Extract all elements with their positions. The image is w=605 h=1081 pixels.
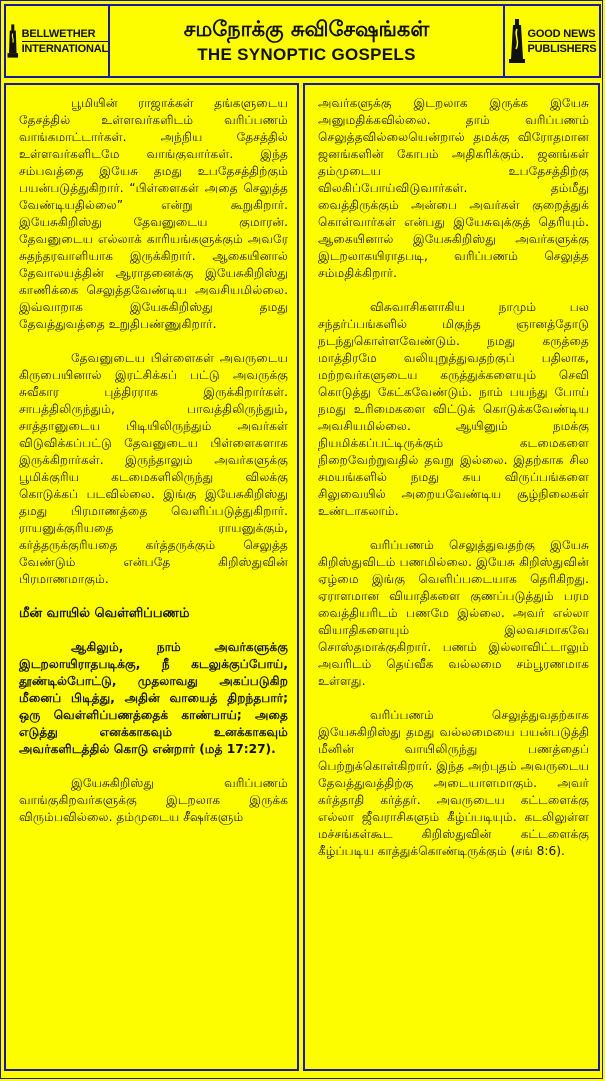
right-column bbox=[303, 83, 600, 1071]
right-paragraph-2: விசுவாசிகளாகிய நாமும் பல சந்தர்ப்பங்களில் மிகுந்த ஞானத்தோடு நடந்துகொள்ளவேண்டும். நமது கருத்தை மாத்திரமே வலியுறுத்துவதற்குப் பதிலாக, மற்றவர்களுடைய கருத்துக்களையும் செவி கொடுத்து கேட்கவேண்டும். நாம் பயந்து போய் நமது உரிமைகளை விட்டுக் கொடுக்கவேண்டிய அவசியமில்லை. ஆயினும் நமக்கு நியமிக்கப்பட்டிருக்கும் கடமைகளை நிறைவேற்றுவதில் தவறு இல்லை. இதற்காக சில சமயங்களில் நமது சுய விருப்பங்களை சிலுவையில் அறையவேண்டிய சூழ்நிலைகள் உண்டாகலாம். bbox=[318, 300, 589, 518]
bellwether-line1: BELLWETHER bbox=[22, 27, 108, 42]
scripture-quote: ஆகிலும், நாம் அவர்களுக்கு இடறலாயிராதபடிக்கு, நீ கடலுக்குப்போய், தூண்டில்போட்டு, முதலாவது அகப்படுகிற மீனைப் பிடித்து, அதின் வாயைத் திறந்தபார்; ஒரு வெள்ளிப்பணத்தைக் காண்பாய்; அதை எடுத்து எனக்காகவும் உனக்காகவும் அவர்களிடத்தில் கொடு என்றார் (மத் 17:27). bbox=[19, 640, 288, 756]
title-box bbox=[110, 6, 503, 76]
good-news-line1: GOOD NEWS bbox=[527, 27, 596, 40]
left-paragraph-1: பூமியின் ராஜாக்கள் தங்களுடைய தேசத்தில் உள்ளவர்களிடம் வரிப்பணம் வாங்கமாட்டார்கள். அந்நிய தேசத்தில் உள்ளவர்களிடமே வாங்குவார்கள். இந்த சம்பவத்தை இயேசு தமது உபதேசத்திற்கும் பயன்படுத்துகிறார். “பிள்ளைகள் அதை செலுத்த வேண்டியதில்லை” என்று கூறுகிறார். இயேசுகிறிஸ்து தேவனுடைய குமாரன். தேவனுடைய எல்லாக் காரியங்களுக்கும் அவரே சுதந்தரவாளியாக இருக்கிறார். ஆகையினால் தேவாலயத்தின் ஆராதனைக்கு இயேசுகிறிஸ்து காணிக்கை செலுத்தவேண்டிய அவசியமில்லை. இவ்வாறாக இயேசுகிறிஸ்து தமது தேவத்துவத்தை உறுதிபண்ணுகிறார். bbox=[19, 96, 288, 331]
good-news-logo-text bbox=[528, 27, 597, 56]
page-title-tamil: சமநோக்கு சுவிசேஷங்கள் bbox=[183, 17, 430, 41]
left-paragraph-2: தேவனுடைய பிள்ளைகள் அவருடைய கிருபையினால் இரட்சிக்கப் பட்டு அவருக்கு சுவீகார புத்திரராக இருக்கிறார்கள். சாபத்திலிருந்தும், பாவத்திலிருந்தும், சாத்தானுடைய பிடியிலிருந்தும் அவர்கள் விடுவிக்கப்பட்டு தேவனுடைய பிள்ளைகளாக இருக்கிறார்கள். இருந்தாலும் அவர்களுக்கு பூமிக்குரிய கடமைகளிலிருந்து விலக்கு கொடுக்கப் படவில்லை. இங்கு இயேசுகிறிஸ்து தமது பிரமாணத்தை வெளிப்படுத்துகிறார். ராயனுக்குரியதை ராயனுக்கும், கர்த்தருக்குரியதை கர்த்தருக்கும் செலுத்த வேண்டும் என்பதே கிறிஸ்துவின் பிரமாணமாகும். bbox=[19, 351, 288, 586]
header bbox=[4, 4, 601, 78]
left-paragraph-3: இயேசுகிறிஸ்து வரிப்பணம் வாங்குகிறவர்களுக்கு இடறலாக இருக்க விரும்பவில்லை. தம்முடைய சீஷர்களும் bbox=[19, 776, 288, 824]
right-paragraph-1: அவர்களுக்கு இடறலாக இருக்க இயேசு அனுமதிக்கவில்லை. தாம் வரிப்பணம் செலுத்தவில்லையென்றால் தமக்கு விரோதமான ஜனங்களின் கோபம் அதிகரிக்கும். ஜனங்கள் தம்முடைய உபதேசத்திற்கு விலகிப்போய்விடுவார்கள். தம்மீது வைத்திருக்கும் அன்பை அவர்கள் குறைத்துக் கொள்வார்கள் என்பது இயேசுவுக்குத் தெரியும். ஆகையினால் இயேசுகிறிஸ்து அவர்களுக்கு இடறலாகயிராதபடி, வரிப்பணம் செலுத்த சம்மதிக்கிறார். bbox=[318, 96, 589, 280]
left-column bbox=[4, 83, 299, 1071]
good-news-logo bbox=[503, 6, 599, 76]
bellwether-logo bbox=[6, 6, 110, 76]
bellwether-logo-text bbox=[22, 27, 108, 56]
bellwether-line2: INTERNATIONAL bbox=[21, 42, 108, 55]
good-news-line2: PUBLISHERS bbox=[527, 42, 597, 55]
right-paragraph-3: வரிப்பணம் செலுத்துவதற்கு இயேசு கிறிஸ்துவிடம் பணமில்லை. இயேசு கிறிஸ்துவின் ஏழ்மை இங்கு வெளிப்படையாக தெரிகிறது. ஏராளமான வியாதிகளை குணப்படுத்தும் பரம வைத்தியரிடம் பணமே இல்லை. அவர் எல்லா வியாதிகளையும் இலவசமாகவே சொஸ்தமாக்குகிறார். பணம் இல்லாவிட்டாலும் அவரிடம் தெய்வீக வல்லமை சம்பூரணமாக உள்ளது. bbox=[318, 538, 589, 688]
right-paragraph-4: வரிப்பணம் செலுத்துவதற்காக இயேசுகிறிஸ்து தமது வல்லமையை பயன்படுத்தி மீனின் வாயிலிருந்து பணத்தைப் பெற்றுக்கொள்கிறார். இந்த அற்புதம் அவருடைய தேவத்துவத்திற்கு அடையாளமாகும். அவர் கர்த்தாதி கர்த்தர். அவருடைய கட்டளைக்கு எல்லா ஜீவராசிகளும் கீழ்ப்படியும். கடலிலுள்ள மச்சங்கள்கூட கிறிஸ்துவின் கட்டளைக்கு கீழ்ப்படிய காத்துக்கொண்டிருக்கும் (சங் 8:6). bbox=[318, 708, 589, 858]
page-title-english: THE SYNOPTIC GOSPELS bbox=[197, 45, 416, 64]
lighthouse-icon bbox=[508, 17, 526, 65]
bell-tower-icon bbox=[6, 17, 20, 65]
section-heading: மீன் வாயில் வெள்ளிப்பணம் bbox=[19, 606, 190, 621]
